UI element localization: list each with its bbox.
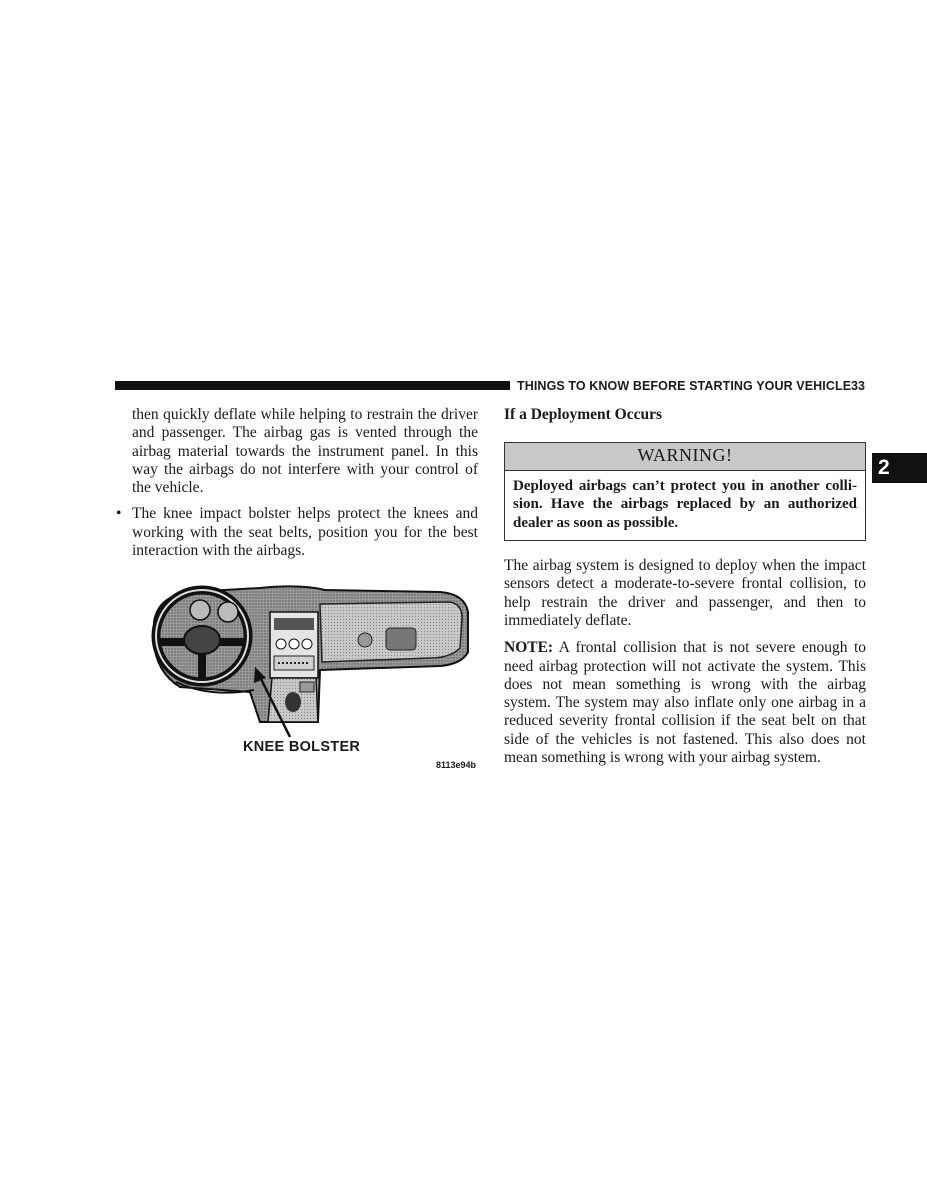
note-paragraph <box>504 639 866 767</box>
bullet-text: The knee impact bolster helps protect the knees and working with the seat belts, position you for the best interaction with the airbags. <box>132 505 478 560</box>
left-column <box>116 406 478 560</box>
deployment-paragraph: The airbag system is designed to deploy when the impact sensors detect a moderate-to-severe frontal collision, to help restrain the driver and passenger, and then to immediately deflate. <box>504 557 866 629</box>
figure-caption: KNEE BOLSTER <box>243 739 361 755</box>
page-number: 33 <box>851 379 865 393</box>
chapter-tab: 2 <box>872 453 927 483</box>
note-label: NOTE: <box>504 639 554 657</box>
continued-paragraph: then quickly deflate while helping to restrain the driver and passenger. The airbag gas is vented through the airbag material towards the instrument panel. In this way the airbags do not interfere with your control of the vehicle. <box>132 406 478 497</box>
warning-title: WARNING! <box>505 443 865 470</box>
right-column <box>504 406 866 767</box>
section-heading: If a Deployment Occurs <box>504 406 662 423</box>
warning-text: Deployed airbags can’t protect you in another colli-sion. Have the airbags replaced by an authorized dealer as soon as possible. <box>513 477 857 531</box>
header-rule <box>115 381 510 390</box>
figure-code: 8113e94b <box>436 760 477 770</box>
bullet-item-knee-bolster <box>116 505 478 560</box>
warning-box <box>504 442 866 541</box>
bullet-icon: • <box>116 505 122 523</box>
running-header-title: THINGS TO KNOW BEFORE STARTING YOUR VEHICLE <box>517 379 852 393</box>
note-text: A frontal collision that is not severe enough to need airbag protection will not activate the system. This does not mean something is wrong with the airbag system. The system may also inflate only one airbag in a reduced severity frontal collision if the seat belt on that side of the vehicles is not fastened. This also does not mean something is wrong with your airbag system. <box>504 639 866 767</box>
